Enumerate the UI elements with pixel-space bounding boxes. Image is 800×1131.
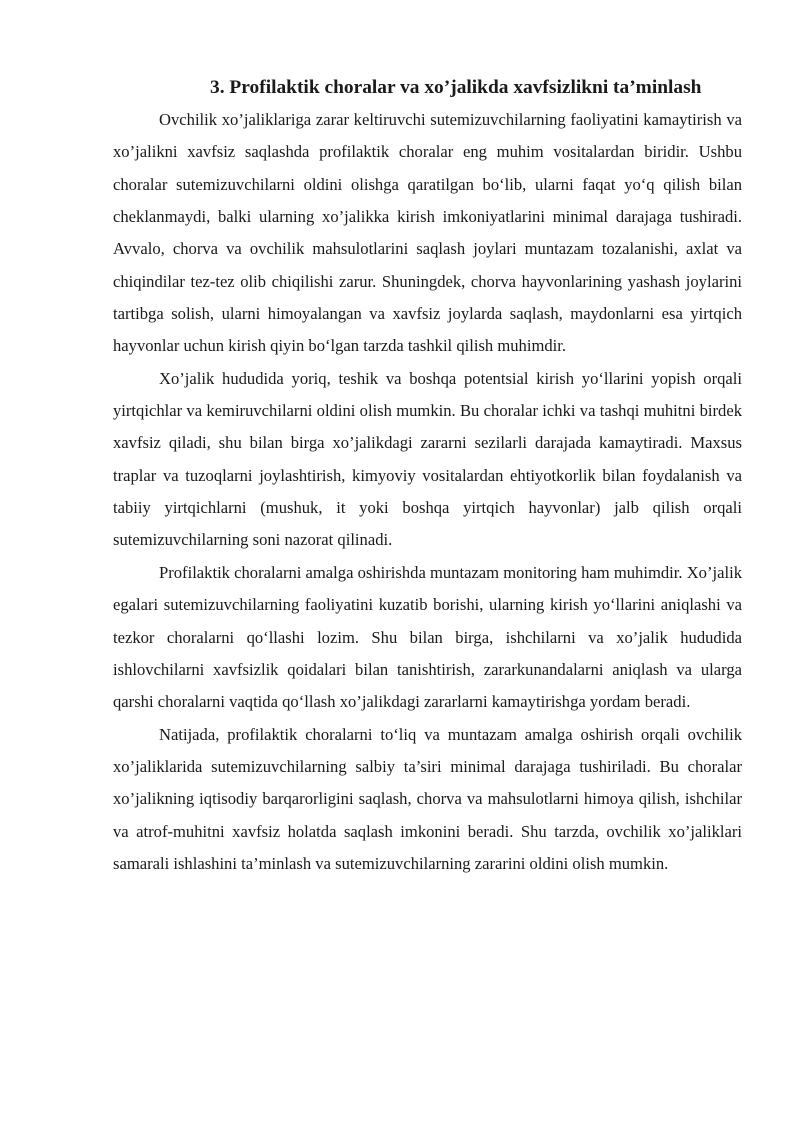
paragraph-4: Natijada, profilaktik choralarni to‘liq va muntazam amalga oshirish orqali ovchilik xo’jaliklarida sutemizuvchilarning salbiy ta’siri minimal darajaga tushiriladi. Bu choralar xo’jalikning iqtisodiy barqarorligini saqlash, chorva va mahsulotlarni himoya qilish, ishchilar va atrof-muhitni xavfsiz holatda saqlash imkonini beradi. Shu tarzda, ovchilik xo’jaliklari samarali ishlashini ta’minlash va sutemizuvchilarning zararini oldini olish mumkin. — [113, 724, 742, 873]
paragraph-2: Xo’jalik hududida yoriq, teshik va boshqa potentsial kirish yo‘llarini yopish orqali yirtqichlar va kemiruvchilarni oldini olish mumkin. Bu choralar ichki va tashqi muhitni birdek xavfsiz qiladi, shu bilan birga xo’jalikdagi zararni sezilarli darajada kamaytiradi. Maxsus traplar va tuzoqlarni joylashtirish, kimyoviy vositalardan ehtiyotkorlik bilan foydalanish va tabiiy yirtqichlarni (mushuk, it yoki boshqa yirtqich hayvonlar) jalb qilish orqali sutemizuvchilarning soni nazorat qilinadi. — [113, 368, 742, 550]
section-heading: 3. Profilaktik choralar va xo’jalikda xavfsizlikni ta’minlash — [210, 77, 702, 98]
document-page — [113, 72, 742, 880]
paragraph-3: Profilaktik choralarni amalga oshirishda muntazam monitoring ham muhimdir. Xo’jalik egalari sutemizuvchilarning faoliyatini kuzatib borishi, ularning kirish yo‘llarini aniqlashi va tezkor choralarni qo‘llashi lozim. Shu bilan birga, ishchilarni va xo’jalik hududida ishlovchilarni xavfsizlik qoidalari bilan tanishtirish, zararkunandalarni aniqlash va ularga qarshi choralarni vaqtida qo‘llash xo’jalikdagi zararlarni kamaytirishga yordam beradi. — [113, 562, 742, 712]
paragraph-1: Ovchilik xo’jaliklariga zarar keltiruvchi sutemizuvchilarning faoliyatini kamaytirish va xo’jalikni xavfsiz saqlashda profilaktik choralar eng muhim vositalardan biridir. Ushbu choralar sutemizuvchilarni oldini olishga qaratilgan bo‘lib, ularni faqat yo‘q qilish bilan cheklanmaydi, balki ularning xo’jalikka kirish imkoniyatlarini minimal darajaga tushiradi. Avvalo, chorva va ovchilik mahsulotlarini saqlash joylari muntazam tozalanishi, axlat va chiqindilar tez-tez olib chiqilishi zarur. Shuningdek, chorva hayvonlarining yashash joylarini tartibga solish, ularni himoyalangan va xavfsiz joylarda saqlash, maydonlarni esa yirtqich hayvonlar uchun kirish qiyin bo‘lgan tarzda tashkil qilish muhimdir. — [113, 110, 742, 356]
